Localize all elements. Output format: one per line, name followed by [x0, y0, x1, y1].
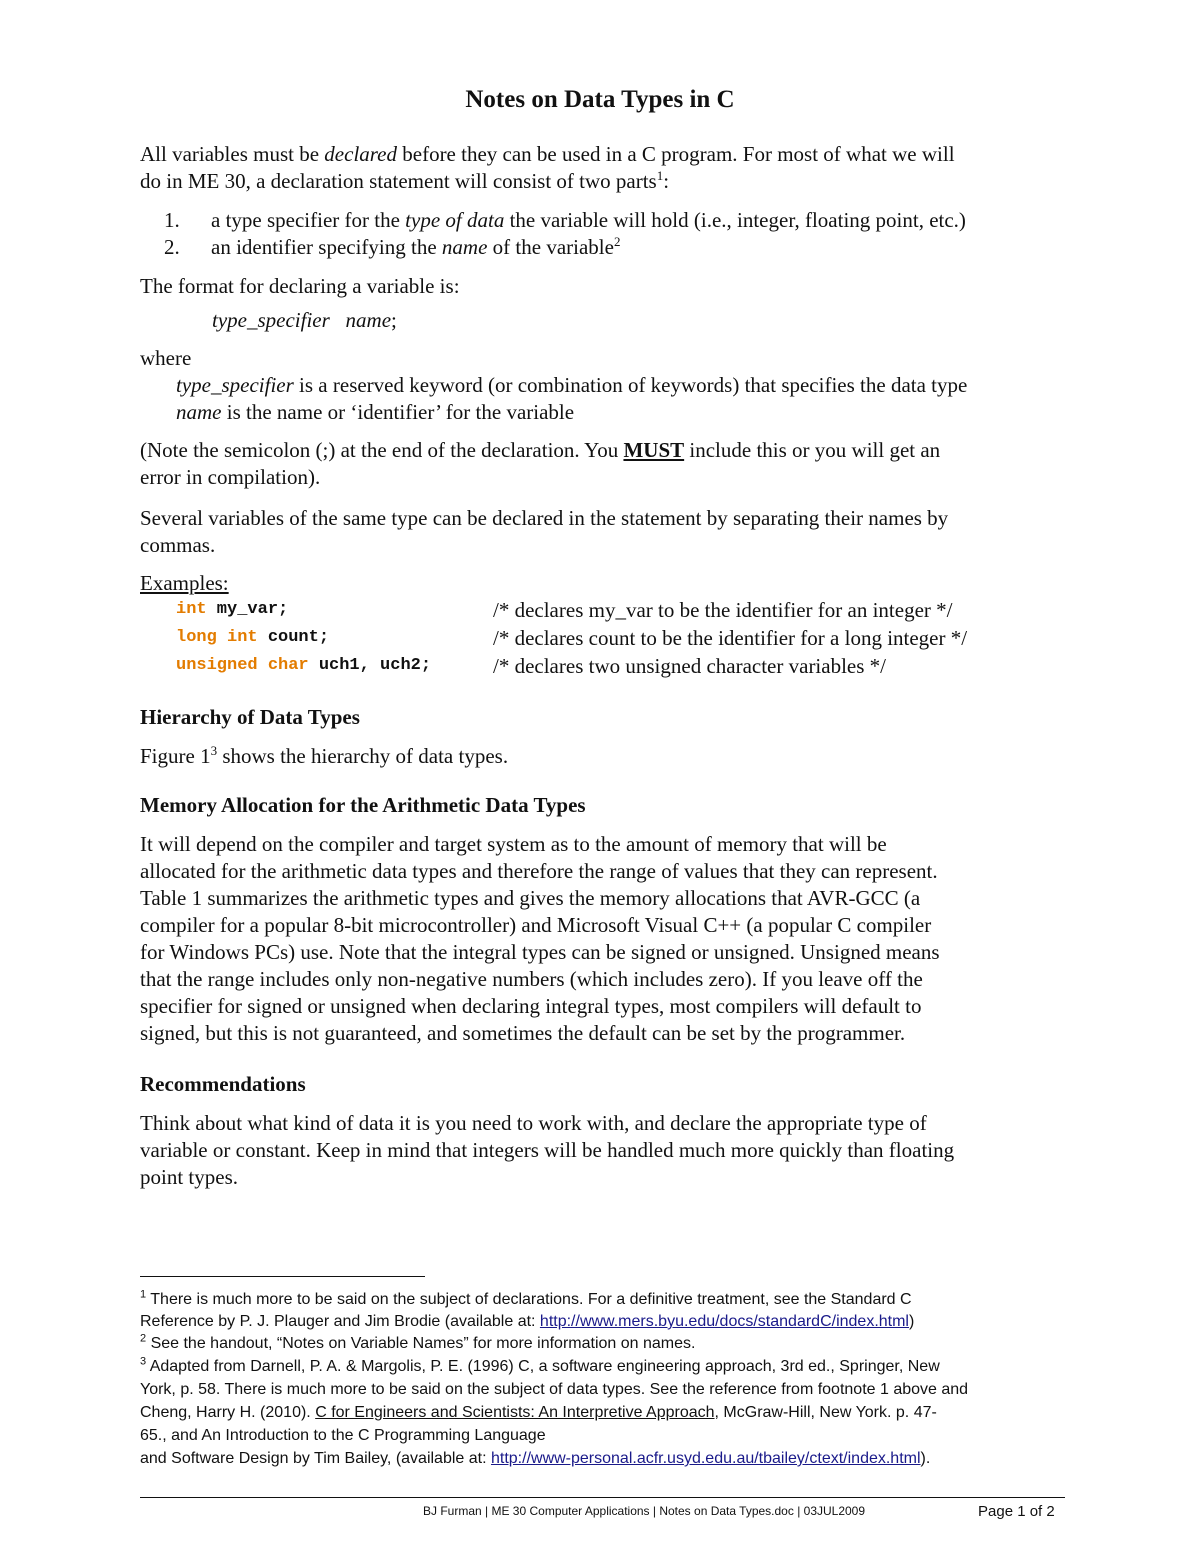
- recommend-line: point types.: [140, 1165, 238, 1189]
- note-text: include this or you will get an: [684, 438, 941, 462]
- footnote-text: See the handout, “Notes on Variable Names” for more information on names.: [146, 1335, 696, 1352]
- memory-line: Table 1 summarizes the arithmetic types and gives the memory allocations that AVR-GCC (a: [140, 886, 921, 910]
- list-text: a type specifier for the: [211, 208, 406, 232]
- recommend-line: variable or constant. Keep in mind that integers will be handled much more quickly than floating: [140, 1138, 955, 1162]
- code-keyword: long int: [176, 628, 258, 647]
- footnote-ref[interactable]: 1: [656, 168, 664, 183]
- footnote-number: 3: [140, 1355, 147, 1368]
- footnote-text: ): [908, 1313, 915, 1330]
- hierarchy-text-part: shows the hierarchy of data types.: [217, 744, 509, 768]
- footnote-3-line-2: York, p. 58. There is much more to be said on the subject of data types. See the reference from footnote 1 above and: [140, 1381, 969, 1398]
- footnote-3-line-4: 65., and An Introduction to the C Programming Language: [140, 1427, 546, 1444]
- example-code: [176, 600, 288, 619]
- intro-text: before they can be used in a C program. For most of what we will: [397, 142, 955, 166]
- where-desc: is the name or ‘identifier’ for the variable: [221, 400, 575, 424]
- list-number: 2.: [164, 235, 180, 259]
- page-title: Notes on Data Types in C: [465, 86, 735, 113]
- where-item: [176, 399, 574, 426]
- where-term: type_specifier: [176, 373, 294, 397]
- list-text: an identifier specifying the: [211, 235, 442, 259]
- intro-text: do in ME 30, a declaration statement will consist of two parts: [140, 169, 657, 193]
- footnote-link[interactable]: http://www-personal.acfr.usyd.edu.au/tbailey/ctext/index.html: [490, 1450, 921, 1467]
- footnote-text: and Software Design by Tim Bailey, (available at:: [140, 1450, 491, 1467]
- where-label: where: [140, 346, 192, 370]
- format-type: type_specifier: [212, 308, 330, 332]
- footer-text: BJ Furman | ME 30 Computer Applications | Notes on Data Types.doc | 03JUL2009: [423, 1504, 866, 1518]
- intro-line-1: [140, 141, 955, 168]
- list-text: of the variable: [487, 235, 614, 259]
- memory-line: for Windows PCs) use. Note that the integral types can be signed or unsigned. Unsigned means: [140, 940, 940, 964]
- code-keyword: unsigned char: [176, 656, 309, 675]
- intro-text: All variables must be: [140, 142, 325, 166]
- footnote-book-title: C for Engineers and Scientists: An Interpretive Approach: [315, 1404, 715, 1421]
- list-text: the variable will hold (i.e., integer, floating point, etc.): [504, 208, 966, 232]
- heading-memory: Memory Allocation for the Arithmetic Data Types: [140, 793, 586, 817]
- note-emphasis: MUST: [623, 438, 685, 462]
- memory-line: specifier for signed or unsigned when declaring integral types, most compilers will default to: [140, 994, 922, 1018]
- memory-line: signed, but this is not guaranteed, and sometimes the default can be set by the programmer.: [140, 1021, 906, 1045]
- memory-line: It will depend on the compiler and target system as to the amount of memory that will be: [140, 832, 887, 856]
- list-emphasis: name: [441, 235, 488, 259]
- footnote-ref[interactable]: 3: [210, 743, 218, 758]
- several-line-1: Several variables of the same type can be declared in the statement by separating their names by: [140, 506, 949, 530]
- list-item-text: [211, 207, 966, 234]
- example-comment: /* declares two unsigned character variables */: [493, 654, 887, 678]
- note-text: (Note the semicolon (;) at the end of the declaration. You: [140, 438, 624, 462]
- footnote-text: , McGraw-Hill, New York. p. 47-: [714, 1404, 937, 1421]
- footnote-link[interactable]: http://www.mers.byu.edu/docs/standardC/index.html: [539, 1313, 909, 1330]
- example-code: [176, 656, 431, 675]
- footer-rule: [140, 1497, 1065, 1498]
- list-item-text: [211, 234, 620, 261]
- where-item: [176, 372, 967, 399]
- footnote-1-line-1: [140, 1289, 912, 1311]
- list-emphasis: type of data: [405, 208, 505, 232]
- footnote-text: Reference by P. J. Plauger and Jim Brodie (available at:: [140, 1313, 540, 1330]
- example-comment: /* declares my_var to be the identifier for an integer */: [493, 598, 953, 622]
- footnote-ref[interactable]: 2: [613, 234, 621, 249]
- hierarchy-text: [140, 743, 508, 770]
- footnote-separator: [140, 1276, 425, 1277]
- intro-line-2: [140, 168, 669, 195]
- memory-line: allocated for the arithmetic data types and therefore the range of values that they can represent.: [140, 859, 938, 883]
- heading-recommendations: Recommendations: [140, 1072, 306, 1096]
- footnote-text: Adapted from Darnell, P. A. & Margolis, P. E. (1996) C, a software engineering approach, 3rd ed., Springer, New: [146, 1358, 940, 1375]
- footnote-text: Cheng, Harry H. (2010).: [140, 1404, 316, 1421]
- code-identifier: uch1, uch2;: [308, 656, 432, 675]
- footnote-3-line-3: [140, 1402, 937, 1424]
- example-code: [176, 628, 329, 647]
- list-item: [164, 234, 180, 261]
- intro-emphasis: declared: [324, 142, 397, 166]
- code-identifier: count;: [257, 628, 330, 647]
- footnote-text: There is much more to be said on the subject of declarations. For a definitive treatment, see the Standard C: [146, 1291, 912, 1308]
- code-identifier: my_var;: [206, 600, 289, 619]
- format-semicolon: ;: [391, 308, 397, 332]
- memory-line: compiler for a popular 8-bit microcontroller) and Microsoft Visual C++ (a popular C compiler: [140, 913, 932, 937]
- hierarchy-text-part: Figure 1: [140, 744, 211, 768]
- examples-label: Examples:: [140, 571, 229, 595]
- note-line-1: [140, 437, 940, 464]
- footnote-number: 1: [140, 1288, 147, 1301]
- footnote-1-line-2: [140, 1311, 914, 1333]
- where-term: name: [176, 400, 222, 424]
- example-comment: /* declares count to be the identifier for a long integer */: [493, 626, 968, 650]
- format-line: The format for declaring a variable is:: [140, 274, 460, 298]
- memory-line: that the range includes only non-negative numbers (which includes zero). If you leave off the: [140, 967, 923, 991]
- format-example: [212, 307, 397, 334]
- list-number: 1.: [164, 208, 180, 232]
- code-keyword: int: [176, 600, 207, 619]
- heading-hierarchy: Hierarchy of Data Types: [140, 705, 360, 729]
- where-desc: is a reserved keyword (or combination of keywords) that specifies the data type: [293, 373, 968, 397]
- footnote-text: ).: [920, 1450, 931, 1467]
- intro-text: :: [663, 169, 670, 193]
- note-line-2: error in compilation).: [140, 465, 321, 489]
- format-name: name: [345, 308, 392, 332]
- page-number: Page 1 of 2: [978, 1503, 1055, 1520]
- list-item: [164, 207, 180, 234]
- footnote-number: 2: [140, 1332, 147, 1345]
- footnote-3-line-5: [140, 1448, 930, 1470]
- several-line-2: commas.: [140, 533, 216, 557]
- footnote-3-line-1: [140, 1356, 940, 1378]
- footnote-2: [140, 1333, 695, 1355]
- recommend-line: Think about what kind of data it is you need to work with, and declare the appropriate type of: [140, 1111, 927, 1135]
